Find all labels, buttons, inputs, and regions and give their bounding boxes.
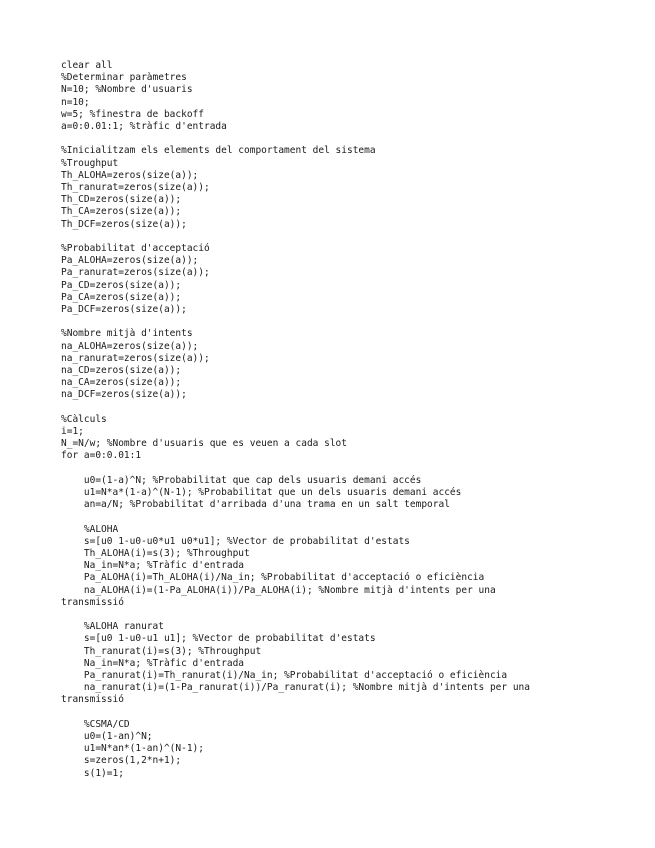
code-line: %Nombre mitjà d'intents xyxy=(61,328,193,340)
blank-line xyxy=(61,133,621,145)
code-line: s=zeros(1,2*n+1); xyxy=(61,755,182,767)
code-line: na_CD=zeros(size(a)); xyxy=(61,365,182,377)
code-line: Na_in=N*a; %Tràfic d'entrada xyxy=(61,657,245,669)
code-line: for a=0:0.01:1 xyxy=(61,450,142,462)
code-line: Th_ranurat(i)=s(3); %Throughput xyxy=(61,645,262,657)
code-line: na_DCF=zeros(size(a)); xyxy=(61,389,187,401)
code-line: Pa_ALOHA=zeros(size(a)); xyxy=(61,255,199,267)
blank-line xyxy=(61,707,621,719)
code-line: clear all xyxy=(61,60,113,71)
blank-line xyxy=(61,231,621,243)
code-line: %ALOHA xyxy=(61,523,119,535)
code-line: s(1)=1; xyxy=(61,767,124,779)
code-line: N_=N/w; %Nombre d'usuaris que es veuen a cada slot xyxy=(61,438,347,450)
code-line: Pa_ranurat(i)=Th_ranurat(i)/Na_in; %Probabilitat d'acceptació o eficiència xyxy=(61,670,508,682)
code-line: Th_CA=zeros(size(a)); xyxy=(61,206,182,218)
code-line: w=5; %finestra de backoff xyxy=(61,108,204,120)
code-line: s=[u0 1-u0-u0*u1 u0*u1]; %Vector de probabilitat d'estats xyxy=(61,535,410,547)
code-line: an=a/N; %Probabilitat d'arribada d'una trama en un salt temporal xyxy=(61,499,450,511)
code-line: %Determinar paràmetres xyxy=(61,72,187,84)
code-line: n=10; xyxy=(61,96,90,108)
blank-line xyxy=(61,463,621,475)
code-line: Na_in=N*a; %Tràfic d'entrada xyxy=(61,560,245,572)
code-line: %Càlculs xyxy=(61,413,107,425)
code-line: na_CA=zeros(size(a)); xyxy=(61,377,182,389)
code-line: u1=N*an*(1-an)^(N-1); xyxy=(61,743,204,755)
code-line: na_ALOHA(i)=(1-Pa_ALOHA(i))/Pa_ALOHA(i); %Nombre mitjà d'intents per una xyxy=(61,584,496,596)
code-line: na_ALOHA=zeros(size(a)); xyxy=(61,340,199,352)
code-line: a=0:0.01:1; %tràfic d'entrada xyxy=(61,121,227,133)
blank-line xyxy=(61,609,621,621)
code-line: N=10; %Nombre d'usuaris xyxy=(61,84,193,96)
code-line: i=1; xyxy=(61,426,84,438)
code-line: u1=N*a*(1-a)^(N-1); %Probabilitat que un dels usuaris demani accés xyxy=(61,487,462,499)
code-line: Pa_ALOHA(i)=Th_ALOHA(i)/Na_in; %Probabilitat d'acceptació o eficiència xyxy=(61,572,485,584)
code-line: Th_ranurat=zeros(size(a)); xyxy=(61,182,210,194)
code-line: %ALOHA ranurat xyxy=(61,621,164,633)
code-line: Th_DCF=zeros(size(a)); xyxy=(61,218,187,230)
code-line: %Probabilitat d'acceptació xyxy=(61,243,210,255)
code-line: Pa_DCF=zeros(size(a)); xyxy=(61,304,187,316)
code-listing xyxy=(61,60,621,780)
code-line: na_ranurat(i)=(1-Pa_ranurat(i))/Pa_ranurat(i); %Nombre mitjà d'intents per una xyxy=(61,682,530,694)
code-line: Pa_CA=zeros(size(a)); xyxy=(61,291,182,303)
code-line: u0=(1-a)^N; %Probabilitat que cap dels usuaris demani accés xyxy=(61,474,422,486)
blank-line xyxy=(61,316,621,328)
blank-line xyxy=(61,402,621,414)
code-line: u0=(1-an)^N; xyxy=(61,731,153,743)
code-line: %Troughput xyxy=(61,157,119,169)
code-line: Th_ALOHA(i)=s(3); %Throughput xyxy=(61,548,250,560)
code-line: Th_CD=zeros(size(a)); xyxy=(61,194,182,206)
code-line: s=[u0 1-u0-u1 u1]; %Vector de probabilitat d'estats xyxy=(61,633,376,645)
code-line: Th_ALOHA=zeros(size(a)); xyxy=(61,169,199,181)
code-line: na_ranurat=zeros(size(a)); xyxy=(61,352,210,364)
code-line: %CSMA/CD xyxy=(61,718,130,730)
code-line: %Inicialitzam els elements del comportament del sistema xyxy=(61,145,376,157)
blank-line xyxy=(61,511,621,523)
code-line: Pa_ranurat=zeros(size(a)); xyxy=(61,267,210,279)
code-line: transmissió xyxy=(61,694,124,706)
code-line: transmissió xyxy=(61,596,124,608)
code-line: Pa_CD=zeros(size(a)); xyxy=(61,279,182,291)
